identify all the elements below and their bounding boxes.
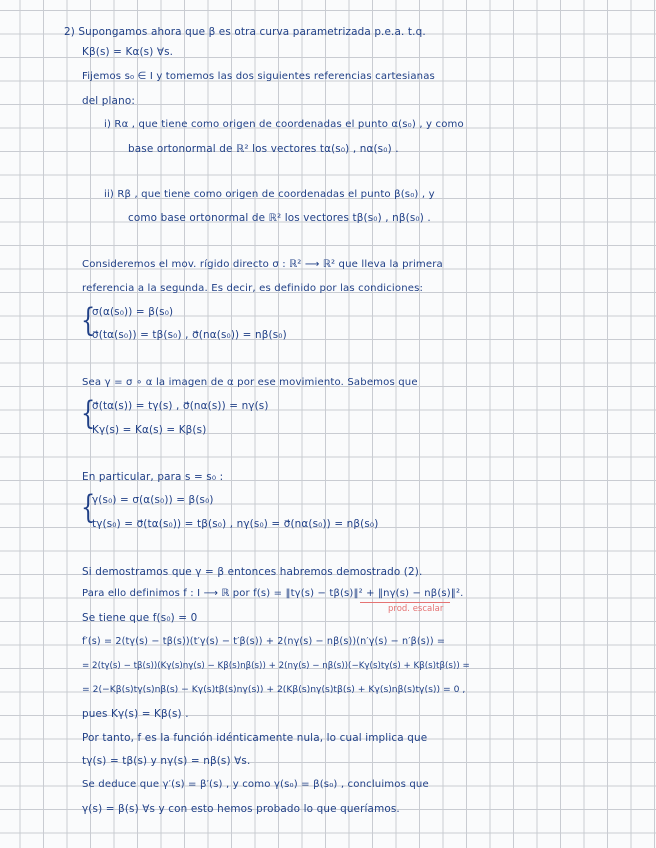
text-line: del plano:: [82, 95, 135, 107]
text-line: i) Rα , que tiene como origen de coordenadas el punto α(s₀) , y como: [104, 119, 464, 130]
text-line: En particular, para s = s₀ :: [82, 471, 224, 483]
text-line: γ(s) = β(s) ∀s y con esto hemos probado lo que queríamos.: [82, 803, 400, 815]
text-line: pues Kγ(s) = Kβ(s) .: [82, 708, 189, 720]
text-line: 2) Supongamos ahora que β es otra curva parametrizada p.e.a. t.q.: [64, 26, 426, 38]
text-line: f′(s) = 2(tγ(s) − tβ(s))(t′γ(s) − t′β(s)) + 2(nγ(s) − nβ(s))(n′γ(s) − n′β(s)) =: [82, 636, 446, 647]
text-line: ii) Rβ , que tiene como origen de coordenadas el punto β(s₀) , y: [104, 189, 435, 200]
text-line: = 2(−Kβ(s)tγ(s)nβ(s) − Kγ(s)tβ(s)nγ(s)) + 2(Kβ(s)nγ(s)tβ(s) + Kγ(s)nβ(s)tγ(s)) = 0 ,: [82, 684, 466, 695]
text-line: = 2(tγ(s) − tβ(s))(Kγ(s)nγ(s) − Kβ(s)nβ(s)) + 2(nγ(s) − nβ(s))(−Kγ(s)tγ(s) + Kβ(s)tβ(s)) =: [82, 661, 470, 671]
text-line: tγ(s₀) = σ⃗(tα(s₀)) = tβ(s₀) , nγ(s₀) = σ⃗(nα(s₀)) = nβ(s₀): [92, 518, 379, 530]
text-line: σ⃗(tα(s₀)) = tβ(s₀) , σ⃗(nα(s₀)) = nβ(s₀): [92, 329, 287, 341]
curly-brace: {: [81, 301, 96, 339]
text-line: Se tiene que f(s₀) = 0: [82, 612, 198, 624]
text-line: como base ortonormal de ℝ² los vectores tβ(s₀) , nβ(s₀) .: [128, 212, 431, 224]
text-line: Sea γ = σ ∘ α la imagen de α por ese movimiento. Sabemos que: [82, 377, 418, 388]
text-line: Si demostramos que γ = β entonces habremos demostrado (2).: [82, 566, 423, 578]
curly-brace: {: [81, 394, 96, 432]
text-line: referencia a la segunda. Es decir, es definido por las condiciones:: [82, 283, 424, 294]
text-line: γ(s₀) = σ(α(s₀)) = β(s₀): [92, 494, 214, 506]
text-line: Fijemos s₀ ∈ I y tomemos las dos siguientes referencias cartesianas: [82, 71, 435, 82]
text-line: Kβ(s) = Kα(s) ∀s.: [82, 46, 174, 58]
text-line: Kγ(s) = Kα(s) = Kβ(s): [92, 424, 207, 436]
text-line: σ(α(s₀)) = β(s₀): [92, 306, 174, 318]
underline-mark: [360, 602, 450, 603]
text-line: tγ(s) = tβ(s) y nγ(s) = nβ(s) ∀s.: [82, 755, 251, 767]
text-line: Consideremos el mov. rígido directo σ : ℝ² ⟶ ℝ² que lleva la primera: [82, 259, 443, 270]
text-line: base ortonormal de ℝ² los vectores tα(s₀) , nα(s₀) .: [128, 143, 399, 155]
text-line: σ⃗(tα(s)) = tγ(s) , σ⃗(nα(s)) = nγ(s): [92, 400, 269, 412]
text-line: Por tanto, f es la función idénticamente nula, lo cual implica que: [82, 732, 428, 744]
margin-annotation: prod. escalar: [388, 604, 444, 614]
text-line: Se deduce que γ′(s) = β′(s) , y como γ(s₀) = β(s₀) , concluimos que: [82, 779, 429, 790]
curly-brace: {: [81, 488, 96, 526]
text-line: Para ello definimos f : I ⟶ ℝ por f(s) = ‖tγ(s) − tβ(s)‖² + ‖nγ(s) − nβ(s)‖².: [82, 588, 464, 599]
